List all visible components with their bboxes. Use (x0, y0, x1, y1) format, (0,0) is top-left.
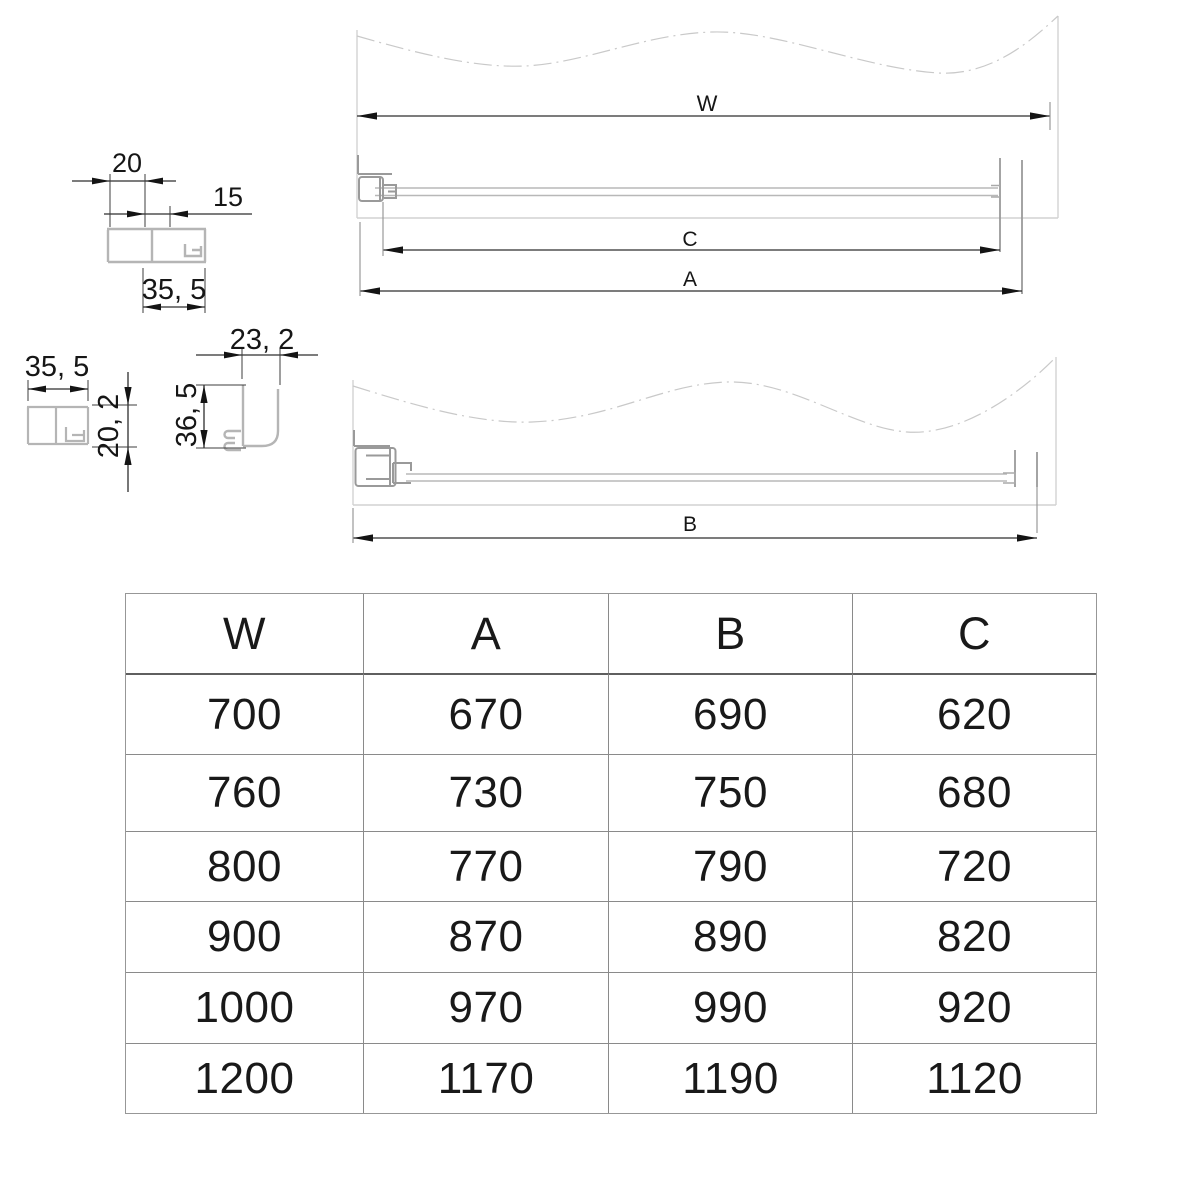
table-cell-r5-a: 1170 (363, 1043, 608, 1113)
panel-elevation-bottom (353, 357, 1056, 543)
glass-channel-profile-section (171, 324, 318, 450)
table-cell-r0-c: 620 (852, 673, 1096, 754)
table-cell-r4-b: 990 (608, 972, 852, 1043)
wall-profile-side-section (25, 351, 137, 492)
table-cell-r2-b: 790 (608, 831, 852, 901)
table-cell-r0-b: 690 (608, 673, 852, 754)
dimension-lines (196, 355, 318, 448)
table-cell-r5-w: 1200 (126, 1043, 363, 1113)
table-cell-r4-c: 920 (852, 972, 1096, 1043)
table-header-b: B (608, 594, 852, 673)
table-cell-r0-a: 670 (363, 673, 608, 754)
glass-edge-lines (406, 474, 1007, 481)
profile-outline (27, 407, 88, 444)
table-cell-r1-b: 750 (608, 754, 852, 831)
bracket-outline (354, 430, 411, 485)
left-bracket-profile (358, 155, 396, 201)
right-end-profile (1000, 158, 1022, 294)
table-cell-r1-w: 760 (126, 754, 363, 831)
dimension-label-35-5: 35, 5 (141, 274, 207, 306)
table-cell-r3-w: 900 (126, 901, 363, 972)
break-line (357, 16, 1058, 73)
dimension-arrows (357, 112, 1050, 294)
profile-outline (225, 385, 278, 450)
profile-outline (107, 229, 206, 262)
table-cell-r2-a: 770 (363, 831, 608, 901)
table-cell-r4-w: 1000 (126, 972, 363, 1043)
table-cell-r3-b: 890 (608, 901, 852, 972)
extension-lines (360, 102, 1050, 296)
glass-edge-lines (375, 188, 998, 196)
table-cell-r4-a: 970 (363, 972, 608, 1043)
left-bracket-profile (354, 430, 411, 486)
dimension-label-w: W (696, 91, 718, 116)
dimension-table (125, 593, 1097, 1114)
table-cell-r5-c: 1120 (852, 1043, 1096, 1113)
right-end-profile (1015, 450, 1037, 487)
dimension-label-15: 15 (212, 182, 244, 212)
dimension-label-20-2: 20, 2 (93, 393, 125, 459)
panel-elevation-top (357, 16, 1058, 296)
extension-lines (196, 348, 280, 448)
glass-panel-outline (353, 357, 1056, 505)
table-cell-r2-c: 720 (852, 831, 1096, 901)
dimension-label-35-5: 35, 5 (24, 351, 90, 383)
wall-profile-top-section (72, 148, 252, 313)
dimension-lines (357, 116, 1050, 291)
table-cell-r1-c: 680 (852, 754, 1096, 831)
dimension-arrows (200, 352, 298, 448)
table-cell-r0-w: 700 (126, 673, 363, 754)
dimension-label-20: 20 (111, 148, 143, 178)
dimension-label-23-2: 23, 2 (229, 324, 295, 356)
dimension-label-a: A (682, 268, 698, 291)
table-header-a: A (363, 594, 608, 673)
table-cell-r3-c: 820 (852, 901, 1096, 972)
table-cell-r1-a: 730 (363, 754, 608, 831)
dimension-label-c: C (682, 228, 698, 251)
dimension-label-36-5: 36, 5 (171, 382, 203, 448)
table-cell-r3-a: 870 (363, 901, 608, 972)
table-header-c: C (852, 594, 1096, 673)
dimension-label-b: B (682, 513, 698, 536)
table-cell-r2-w: 800 (126, 831, 363, 901)
break-line (353, 357, 1056, 432)
table-cell-r5-b: 1190 (608, 1043, 852, 1113)
table-header-w: W (223, 608, 266, 659)
